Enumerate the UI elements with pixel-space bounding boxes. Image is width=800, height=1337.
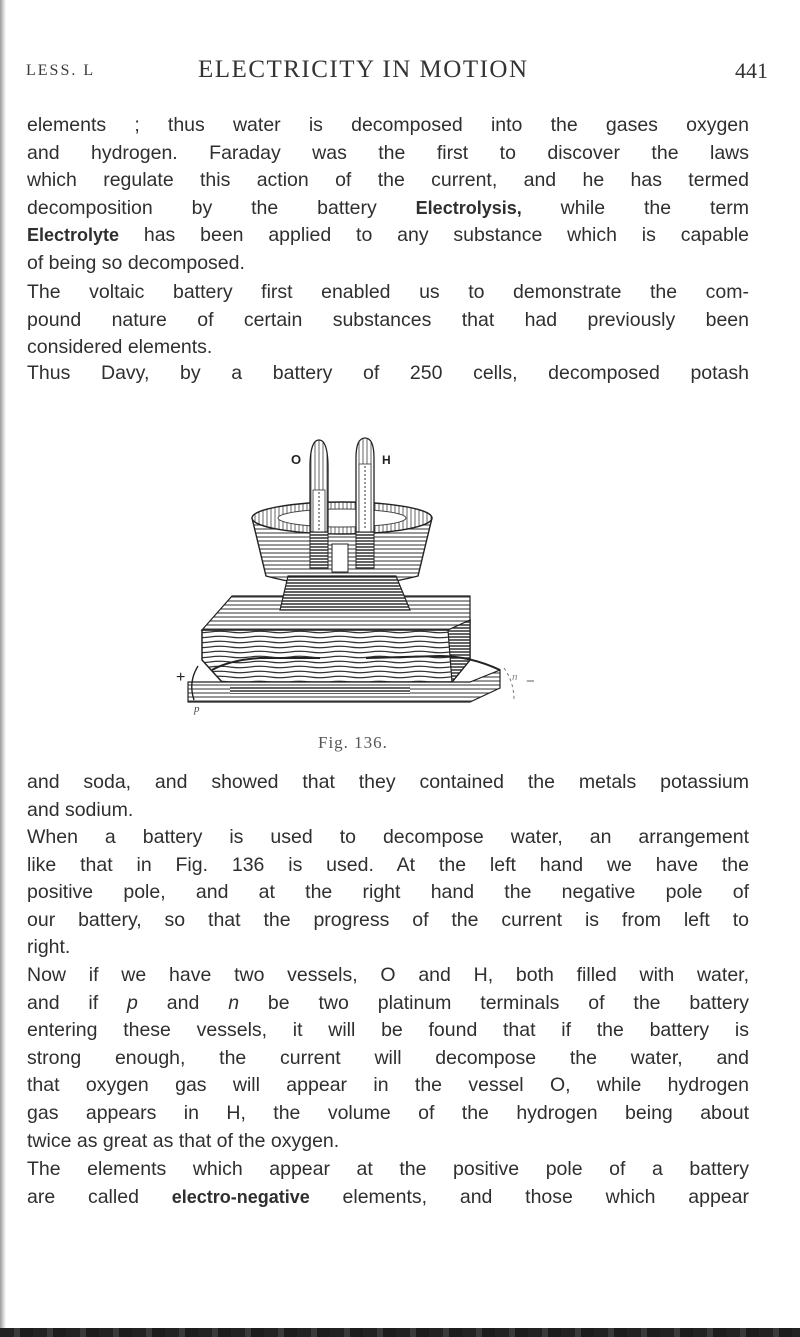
term-electro-negative: electro-negative [171,1186,310,1207]
label-o: O [291,452,302,467]
paragraph-potassium-sodium: and soda, and showed that they contained the metals potassium and sodium. [27,771,749,821]
label-h: H [382,453,391,467]
paragraph-electro-negative: The elements which appear at the positive pole of a battery are called electro-negative elements, and those which appear [27,1158,749,1208]
paragraph-electrolysis: elements ; thus water is decomposed into the gases oxygen and hydrogen. Faraday was the first to discover the laws which regulate this action of the current, and he has termed decomposition by the battery Electrolysis, while the term Electrolyte has been applied to any substance which is capable of being so decomposed. [27,114,749,274]
lesson-label: LESS. L [26,62,96,79]
page-bottom-edge [0,1328,800,1337]
running-title: ELECTRICITY IN MOTION [198,56,529,83]
page-edge-shadow [0,0,6,1337]
paragraph-voltaic-battery: The voltaic battery first enabled us to demonstrate the com- pound nature of certain substances that had previously been considered elements. [27,281,749,359]
term-electrolysis: Electrolysis, [415,197,522,218]
paragraph-davy: Thus Davy, by a battery of 250 cells, decomposed potash [27,362,749,384]
italic-n: n [228,991,240,1014]
page-number: 441 [735,58,768,83]
paragraph-decompose-water: When a battery is used to decompose water, an arrangement like that in Fig. 136 is used. At the left hand we have the positive pole, and at the right hand the negative pole of our battery, so that the progress of the current is from left to right. [27,826,749,959]
label-p: p [194,703,200,715]
figure-136-electrolysis-apparatus [170,420,590,732]
label-n: n [512,671,518,683]
figure-caption: Fig. 136. [318,733,388,752]
label-minus: − [526,673,535,690]
running-header [26,52,776,86]
label-plus: + [176,669,186,686]
paragraph-two-vessels: Now if we have two vessels, O and H, both filled with water, and if p and n be two platinum terminals of the battery entering these vessels, it will be found that if the battery is strong enough, the current will decompose the water, and that oxygen gas will appear in the vessel O, while hydrogen gas appears in H, the volume of the hydrogen being about twice as great as that of the oxygen. [27,964,750,1152]
italic-p: p [127,991,138,1014]
term-electrolyte: Electrolyte [27,225,120,246]
